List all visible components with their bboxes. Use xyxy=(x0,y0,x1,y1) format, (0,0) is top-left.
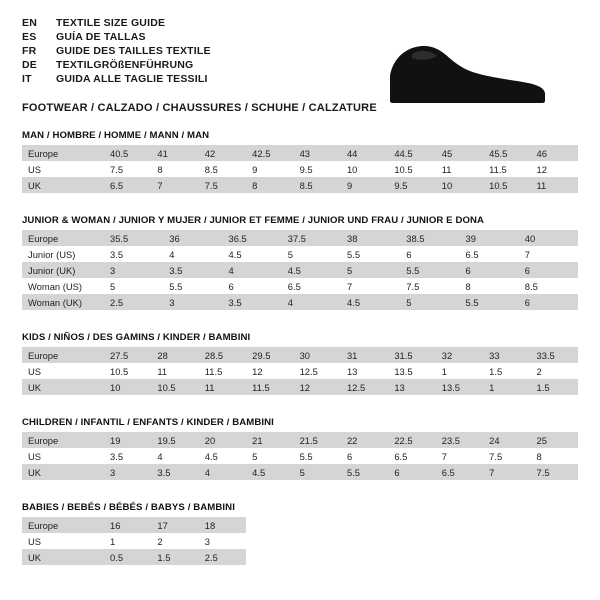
size-cell: 5 xyxy=(104,278,163,294)
size-cell: 10 xyxy=(341,161,388,177)
size-cell-empty xyxy=(341,517,388,533)
size-cell-empty xyxy=(483,533,530,549)
size-cell: 21.5 xyxy=(294,432,341,448)
size-cell: 16 xyxy=(104,517,151,533)
size-cell: 6 xyxy=(341,448,388,464)
row-label: UK xyxy=(22,177,104,193)
size-cell: 43 xyxy=(294,145,341,161)
row-label: Junior (UK) xyxy=(22,262,104,278)
size-cell: 28.5 xyxy=(199,347,246,363)
size-cell: 4 xyxy=(223,262,282,278)
size-cell: 7 xyxy=(483,464,530,480)
size-cell: 11 xyxy=(436,161,483,177)
size-cell: 45 xyxy=(436,145,483,161)
size-cell: 1 xyxy=(483,379,530,395)
size-cell: 6.5 xyxy=(104,177,151,193)
language-code: DE xyxy=(22,59,37,71)
table-row xyxy=(22,278,578,294)
table-row xyxy=(22,517,578,533)
size-table-babies xyxy=(22,517,578,565)
table-row xyxy=(22,145,578,161)
size-cell: 36 xyxy=(163,230,222,246)
size-cell: 4.5 xyxy=(282,262,341,278)
size-cell: 27.5 xyxy=(104,347,151,363)
size-cell: 2.5 xyxy=(199,549,246,565)
row-label: US xyxy=(22,533,104,549)
language-title-list-body xyxy=(22,18,211,88)
size-table-body xyxy=(22,230,578,310)
size-cell: 4.5 xyxy=(246,464,293,480)
table-row xyxy=(22,230,578,246)
language-code: ES xyxy=(22,31,37,43)
size-cell: 6.5 xyxy=(388,448,435,464)
size-cell: 5 xyxy=(282,246,341,262)
size-cell: 44 xyxy=(341,145,388,161)
size-group-children xyxy=(22,417,578,480)
group-title: KIDS / NIÑOS / DES GAMINS / KINDER / BAMBINI xyxy=(22,332,251,343)
size-cell: 6 xyxy=(223,278,282,294)
size-cell: 12.5 xyxy=(341,379,388,395)
table-row xyxy=(22,161,578,177)
size-cell: 13.5 xyxy=(436,379,483,395)
row-label: US xyxy=(22,448,104,464)
size-cell: 33 xyxy=(483,347,530,363)
row-label: UK xyxy=(22,379,104,395)
size-cell: 6.5 xyxy=(282,278,341,294)
size-cell-empty xyxy=(388,533,435,549)
table-row xyxy=(22,448,578,464)
size-cell: 22 xyxy=(341,432,388,448)
size-cell: 4.5 xyxy=(199,448,246,464)
size-cell-empty xyxy=(483,517,530,533)
size-cell: 33.5 xyxy=(531,347,578,363)
group-title: JUNIOR & WOMAN / JUNIOR Y MUJER / JUNIOR ET FEMME / JUNIOR UND FRAU / JUNIOR E DONA xyxy=(22,215,485,226)
size-cell: 8.5 xyxy=(294,177,341,193)
size-cell-empty xyxy=(246,533,293,549)
size-cell: 4.5 xyxy=(341,294,400,310)
size-cell: 12.5 xyxy=(294,363,341,379)
table-row xyxy=(22,464,578,480)
size-cell: 3.5 xyxy=(104,448,151,464)
size-cell-empty xyxy=(294,549,341,565)
size-cell: 6.5 xyxy=(460,246,519,262)
size-cell: 9 xyxy=(246,161,293,177)
size-table-body xyxy=(22,145,578,193)
size-cell: 19 xyxy=(104,432,151,448)
size-cell: 39 xyxy=(460,230,519,246)
size-cell-empty xyxy=(436,517,483,533)
row-label: UK xyxy=(22,464,104,480)
size-cell-empty xyxy=(246,549,293,565)
size-cell: 24 xyxy=(483,432,530,448)
size-cell: 23.5 xyxy=(436,432,483,448)
size-cell: 11 xyxy=(199,379,246,395)
size-cell: 46 xyxy=(531,145,578,161)
size-cell: 7 xyxy=(151,177,198,193)
size-cell-empty xyxy=(388,517,435,533)
size-cell: 8 xyxy=(531,448,578,464)
size-cell: 22.5 xyxy=(388,432,435,448)
size-cell-empty xyxy=(436,549,483,565)
row-label: Woman (UK) xyxy=(22,294,104,310)
size-table-body xyxy=(22,432,578,480)
size-cell: 10 xyxy=(436,177,483,193)
size-cell-empty xyxy=(531,517,578,533)
size-group-man xyxy=(22,130,578,193)
size-cell: 10.5 xyxy=(483,177,530,193)
row-label: UK xyxy=(22,549,104,565)
size-cell: 31 xyxy=(341,347,388,363)
size-cell-empty xyxy=(436,533,483,549)
size-cell: 45.5 xyxy=(483,145,530,161)
size-cell: 6.5 xyxy=(436,464,483,480)
size-cell: 40.5 xyxy=(104,145,151,161)
size-cell: 6 xyxy=(460,262,519,278)
size-cell: 11.5 xyxy=(246,379,293,395)
size-cell-empty xyxy=(294,517,341,533)
size-cell-empty xyxy=(531,533,578,549)
size-cell: 3.5 xyxy=(223,294,282,310)
size-cell: 35.5 xyxy=(104,230,163,246)
size-cell: 7 xyxy=(436,448,483,464)
size-group-kids xyxy=(22,332,578,395)
table-row xyxy=(22,379,578,395)
size-cell: 3.5 xyxy=(104,246,163,262)
language-title: GUÍA DE TALLAS xyxy=(56,31,146,43)
size-cell: 42.5 xyxy=(246,145,293,161)
language-row xyxy=(22,46,211,60)
size-cell-empty xyxy=(341,549,388,565)
language-row xyxy=(22,18,211,32)
row-label: US xyxy=(22,363,104,379)
size-cell: 6 xyxy=(519,294,578,310)
size-cell: 1.5 xyxy=(151,549,198,565)
size-cell: 4.5 xyxy=(223,246,282,262)
size-cell: 5 xyxy=(341,262,400,278)
size-table-body xyxy=(22,347,578,395)
size-cell: 38.5 xyxy=(400,230,459,246)
size-cell: 5.5 xyxy=(460,294,519,310)
size-cell: 3 xyxy=(199,533,246,549)
size-cell-empty xyxy=(294,533,341,549)
size-cell: 28 xyxy=(151,347,198,363)
size-cell: 6 xyxy=(400,246,459,262)
size-cell: 9.5 xyxy=(388,177,435,193)
size-cell: 3 xyxy=(104,464,151,480)
table-row xyxy=(22,177,578,193)
size-cell: 5 xyxy=(294,464,341,480)
size-cell-empty xyxy=(531,549,578,565)
size-cell: 6 xyxy=(388,464,435,480)
table-row xyxy=(22,549,578,565)
size-cell: 25 xyxy=(531,432,578,448)
size-table-children xyxy=(22,432,578,480)
table-row xyxy=(22,262,578,278)
size-cell: 10.5 xyxy=(104,363,151,379)
language-title: TEXTILE SIZE GUIDE xyxy=(56,17,166,29)
size-cell: 7.5 xyxy=(483,448,530,464)
size-cell: 36.5 xyxy=(223,230,282,246)
size-cell: 17 xyxy=(151,517,198,533)
size-cell: 11 xyxy=(531,177,578,193)
size-cell: 7.5 xyxy=(531,464,578,480)
size-table-kids xyxy=(22,347,578,395)
row-label: Europe xyxy=(22,347,104,363)
footwear-category-title: FOOTWEAR / CALZADO / CHAUSSURES / SCHUHE / CALZATURE xyxy=(22,102,377,114)
size-cell: 12 xyxy=(246,363,293,379)
size-cell: 29.5 xyxy=(246,347,293,363)
row-label: Junior (US) xyxy=(22,246,104,262)
size-cell: 5.5 xyxy=(341,464,388,480)
size-cell-empty xyxy=(341,533,388,549)
language-code: IT xyxy=(22,73,32,85)
size-cell: 2 xyxy=(151,533,198,549)
size-cell: 3 xyxy=(104,262,163,278)
size-cell-empty xyxy=(388,549,435,565)
language-row xyxy=(22,60,211,74)
size-cell: 30 xyxy=(294,347,341,363)
group-title: MAN / HOMBRE / HOMME / MANN / MAN xyxy=(22,130,210,141)
table-row xyxy=(22,533,578,549)
size-cell: 5.5 xyxy=(294,448,341,464)
size-cell: 7 xyxy=(341,278,400,294)
language-code: EN xyxy=(22,17,37,29)
size-cell: 1.5 xyxy=(483,363,530,379)
row-label: Woman (US) xyxy=(22,278,104,294)
language-title: GUIDE DES TAILLES TEXTILE xyxy=(56,45,211,57)
table-row xyxy=(22,363,578,379)
size-cell: 2.5 xyxy=(104,294,163,310)
language-title: TEXTILGRÖßENFÜHRUNG xyxy=(56,59,194,71)
table-row xyxy=(22,432,578,448)
size-cell: 8 xyxy=(460,278,519,294)
table-row xyxy=(22,294,578,310)
size-cell: 10.5 xyxy=(151,379,198,395)
size-cell: 1 xyxy=(436,363,483,379)
size-cell: 1 xyxy=(104,533,151,549)
size-cell: 11 xyxy=(151,363,198,379)
size-cell: 3.5 xyxy=(163,262,222,278)
size-cell: 4 xyxy=(163,246,222,262)
size-cell: 10 xyxy=(104,379,151,395)
row-label: US xyxy=(22,161,104,177)
size-cell: 41 xyxy=(151,145,198,161)
language-code: FR xyxy=(22,45,37,57)
size-cell: 1.5 xyxy=(531,379,578,395)
size-cell: 13.5 xyxy=(388,363,435,379)
table-row xyxy=(22,246,578,262)
size-cell-empty xyxy=(246,517,293,533)
document-header xyxy=(22,17,578,114)
size-cell: 6 xyxy=(519,262,578,278)
size-cell: 12 xyxy=(531,161,578,177)
size-cell: 5 xyxy=(400,294,459,310)
size-cell: 10.5 xyxy=(388,161,435,177)
size-cell: 5.5 xyxy=(341,246,400,262)
size-cell: 13 xyxy=(388,379,435,395)
size-cell: 4 xyxy=(151,448,198,464)
row-label: Europe xyxy=(22,432,104,448)
size-cell: 37.5 xyxy=(282,230,341,246)
dress-shoe-icon xyxy=(376,36,556,106)
size-cell: 31.5 xyxy=(388,347,435,363)
size-cell: 40 xyxy=(519,230,578,246)
size-cell: 8.5 xyxy=(519,278,578,294)
language-title: GUIDA ALLE TAGLIE TESSILI xyxy=(56,73,208,85)
size-cell: 11.5 xyxy=(483,161,530,177)
size-cell: 9 xyxy=(341,177,388,193)
size-cell: 4 xyxy=(282,294,341,310)
size-table-junior-woman xyxy=(22,230,578,310)
size-cell: 3.5 xyxy=(151,464,198,480)
size-cell: 4 xyxy=(199,464,246,480)
size-cell: 8 xyxy=(246,177,293,193)
row-label: Europe xyxy=(22,517,104,533)
size-group-babies xyxy=(22,502,578,565)
size-cell: 5.5 xyxy=(400,262,459,278)
size-cell: 5.5 xyxy=(163,278,222,294)
row-label: Europe xyxy=(22,145,104,161)
size-cell: 8 xyxy=(151,161,198,177)
size-cell: 7 xyxy=(519,246,578,262)
group-title: BABIES / BEBÉS / BÉBÉS / BABYS / BAMBINI xyxy=(22,502,235,513)
group-title: CHILDREN / INFANTIL / ENFANTS / KINDER / BAMBINI xyxy=(22,417,274,428)
size-cell: 9.5 xyxy=(294,161,341,177)
size-table-man xyxy=(22,145,578,193)
size-cell: 7.5 xyxy=(104,161,151,177)
size-cell: 18 xyxy=(199,517,246,533)
size-cell: 3 xyxy=(163,294,222,310)
size-cell: 5 xyxy=(246,448,293,464)
size-cell: 13 xyxy=(341,363,388,379)
language-title-list xyxy=(22,18,211,88)
size-cell: 11.5 xyxy=(199,363,246,379)
size-cell: 44.5 xyxy=(388,145,435,161)
size-cell-empty xyxy=(483,549,530,565)
size-table-body xyxy=(22,517,578,565)
row-label: Europe xyxy=(22,230,104,246)
size-cell: 21 xyxy=(246,432,293,448)
size-cell: 0.5 xyxy=(104,549,151,565)
size-cell: 20 xyxy=(199,432,246,448)
size-cell: 32 xyxy=(436,347,483,363)
size-cell: 7.5 xyxy=(199,177,246,193)
size-group-junior-woman xyxy=(22,215,578,310)
size-cell: 19.5 xyxy=(151,432,198,448)
size-cell: 42 xyxy=(199,145,246,161)
language-row xyxy=(22,74,211,88)
table-row xyxy=(22,347,578,363)
size-cell: 7.5 xyxy=(400,278,459,294)
size-cell: 2 xyxy=(531,363,578,379)
size-cell: 8.5 xyxy=(199,161,246,177)
size-cell: 38 xyxy=(341,230,400,246)
size-cell: 12 xyxy=(294,379,341,395)
language-row xyxy=(22,32,211,46)
